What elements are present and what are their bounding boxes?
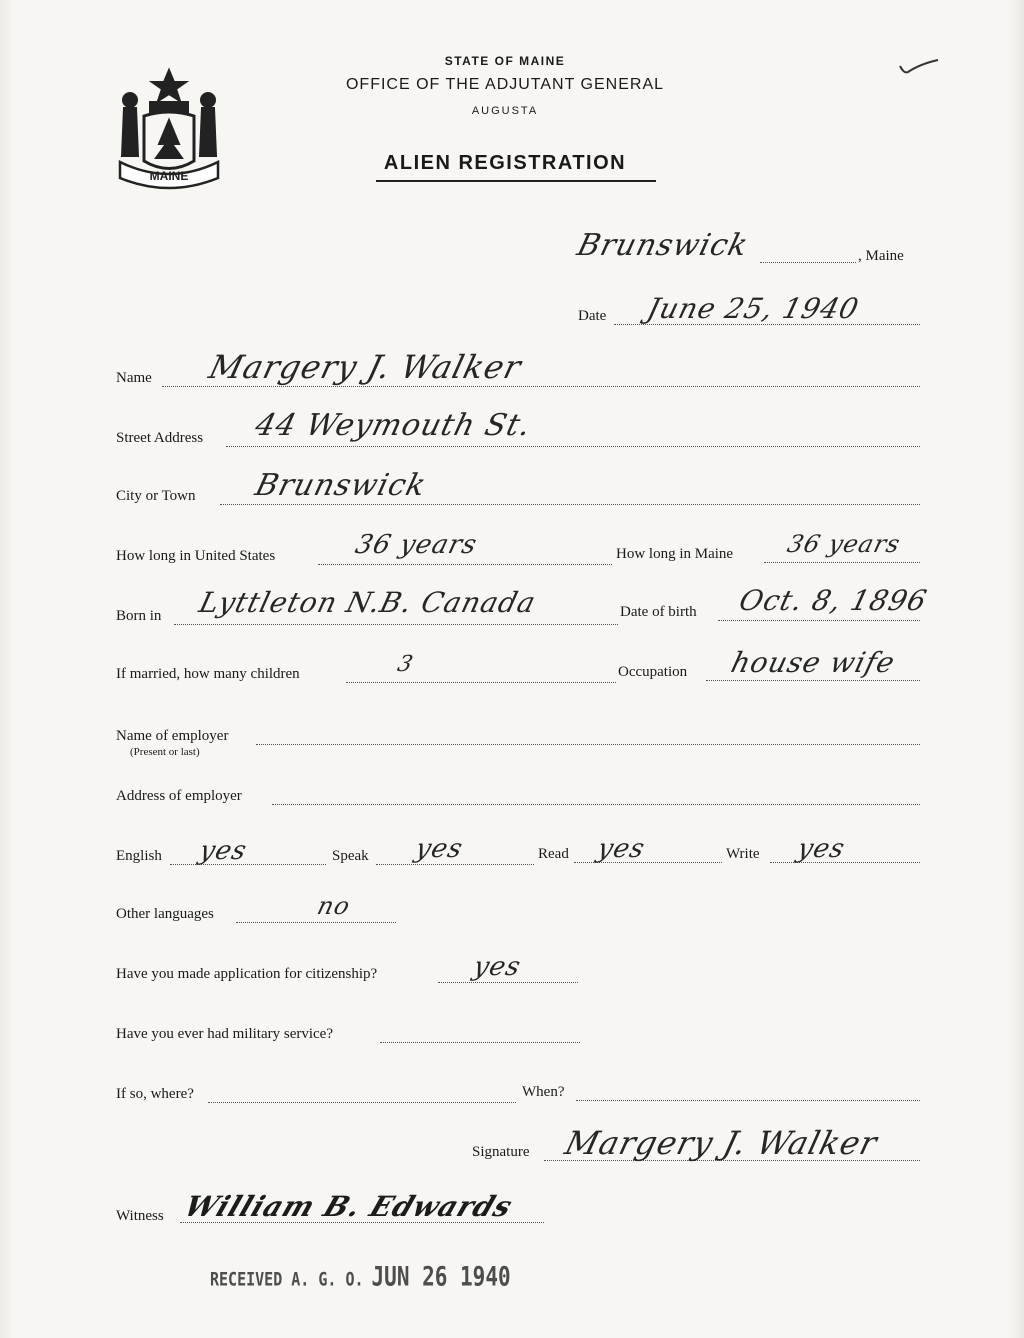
employer-address-label: Address of employer <box>116 788 242 804</box>
citizenship-dots <box>438 982 578 983</box>
other-languages-value: no <box>314 892 354 920</box>
header-city: AUGUSTA <box>471 105 539 117</box>
title-underline <box>376 180 656 182</box>
when-label: When? <box>522 1084 565 1100</box>
check-mark-icon <box>898 58 940 78</box>
location-value: Brunswick <box>573 228 753 263</box>
occupation-value: house wife <box>727 646 899 679</box>
dob-label: Date of birth <box>620 604 697 620</box>
name-value: Margery J. Walker <box>205 348 526 386</box>
english-label: English <box>116 848 162 864</box>
location-suffix: , Maine <box>858 248 904 264</box>
witness-value: William B. Edwards <box>179 1190 518 1223</box>
witness-label: Witness <box>116 1208 164 1224</box>
other-languages-label: Other languages <box>116 906 214 922</box>
write-dots <box>770 862 920 863</box>
speak-dots <box>376 864 534 865</box>
write-label: Write <box>726 846 760 862</box>
header-state: STATE OF MAINE <box>444 54 566 68</box>
location-dots <box>760 262 856 263</box>
children-dots <box>346 682 616 683</box>
name-label: Name <box>116 370 152 386</box>
employer-sublabel: (Present or last) <box>130 746 200 758</box>
military-label: Have you ever had military service? <box>116 1026 333 1042</box>
date-value: June 25, 1940 <box>643 292 863 325</box>
city-label: City or Town <box>116 488 196 504</box>
born-in-label: Born in <box>116 608 162 624</box>
form-title: ALIEN REGISTRATION <box>383 152 627 174</box>
write-value: yes <box>794 834 849 864</box>
born-in-dots <box>174 624 618 625</box>
other-languages-dots <box>236 922 396 923</box>
street-label: Street Address <box>116 430 204 446</box>
header-office: OFFICE OF THE ADJUTANT GENERAL <box>345 76 665 93</box>
speak-value: yes <box>412 834 467 864</box>
signature-value: Margery J. Walker <box>561 1124 882 1162</box>
street-value: 44 Weymouth St. <box>251 408 536 443</box>
military-dots <box>380 1042 580 1043</box>
employer-dots <box>256 744 920 745</box>
received-stamp <box>210 1262 511 1293</box>
speak-label: Speak <box>332 848 369 864</box>
read-value: yes <box>594 834 649 864</box>
english-dots <box>170 864 326 865</box>
citizenship-label: Have you made application for citizenship? <box>116 966 378 982</box>
occupation-label: Occupation <box>618 664 688 680</box>
signature-label: Signature <box>472 1144 530 1160</box>
seal-text: MAINE <box>149 169 189 183</box>
children-value: 3 <box>394 652 417 677</box>
english-value: yes <box>196 836 251 866</box>
city-value: Brunswick <box>251 468 431 503</box>
dob-dots <box>718 620 920 621</box>
when-dots <box>576 1100 920 1101</box>
years-us-dots <box>318 564 612 565</box>
dob-value: Oct. 8, 1896 <box>735 584 931 617</box>
city-dots <box>220 504 920 505</box>
years-us-label: How long in United States <box>116 548 276 564</box>
children-label: If married, how many children <box>116 666 300 682</box>
where-dots <box>208 1102 516 1103</box>
years-maine-dots <box>764 562 920 563</box>
stamp-received: RECEIVED A. G. O. <box>210 1268 364 1291</box>
street-dots <box>226 446 920 447</box>
years-us-value: 36 years <box>352 530 481 560</box>
employer-label: Name of employer <box>116 728 229 744</box>
born-in-value: Lyttleton N.B. Canada <box>195 586 540 619</box>
stamp-date: JUN 26 1940 <box>371 1261 511 1292</box>
where-label: If so, where? <box>116 1086 194 1102</box>
employer-address-dots <box>272 804 920 805</box>
years-maine-label: How long in Maine <box>616 546 734 562</box>
read-label: Read <box>538 846 569 862</box>
citizenship-value: yes <box>470 952 525 982</box>
date-label: Date <box>578 308 607 324</box>
occupation-dots <box>706 680 920 681</box>
name-dots <box>162 386 920 387</box>
years-maine-value: 36 years <box>784 530 904 558</box>
